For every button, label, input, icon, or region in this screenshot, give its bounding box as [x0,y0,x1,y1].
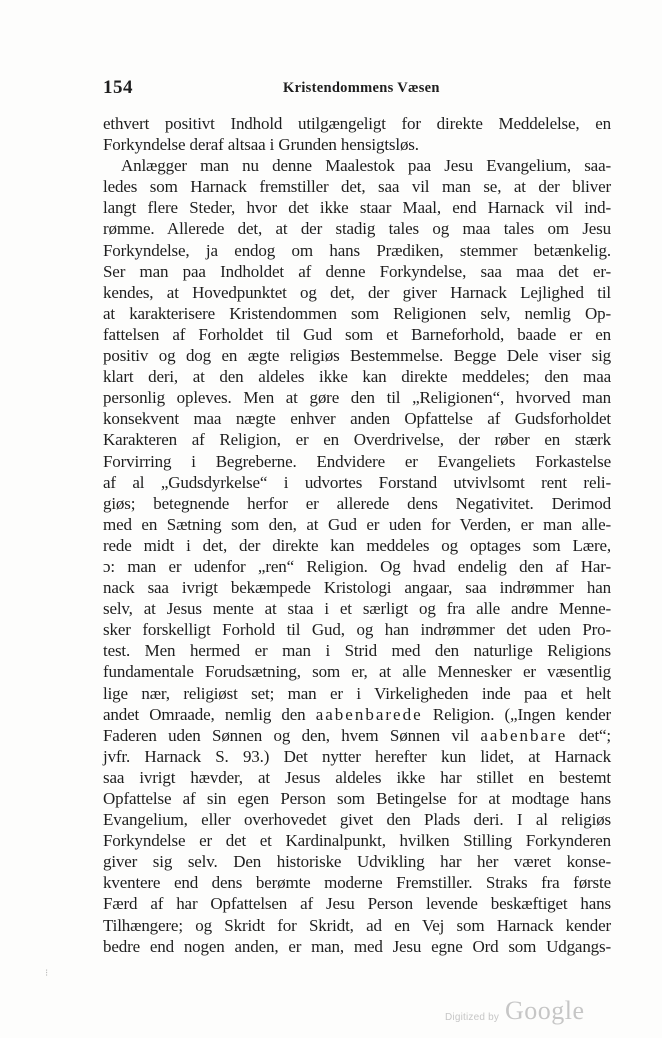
text-line: ɔ: man er udenfor „ren“ Religion. Og hvad endelig den af Har- [103,556,611,576]
text-line: Forkyndelse er det et Kardinalpunkt, hvilken Stilling Forkynderen [103,831,611,851]
page-number: 154 [103,77,133,98]
text-line: ledes som Harnack fremstiller det, saa vil man se, at der bliver [103,177,611,197]
text-line: fattelsen af Forholdet til Gud som et Barneforhold, baade er en [103,324,611,344]
text-line: Anlægger man nu denne Maalestok paa Jesu Evangelium, saa- [121,156,611,176]
text-line: lige nær, religiøst set; man er i Virkeligheden inde paa et helt [103,683,611,703]
text-line: langt flere Steder, hvor det ikke staar Maal, end Harnack vil ind- [103,198,611,218]
text-line: Evangelium, eller overhovedet givet den Plads deri. I al religiøs [103,810,611,830]
text-line: Ser man paa Indholdet af denne Forkyndelse, saa maa det er- [103,261,611,281]
text-line: at karakterisere Kristendommen som Religionen selv, nemlig Op- [103,303,611,323]
page-header [103,77,611,101]
text-line: Forvirring i Begreberne. Endvidere er Evangeliets Forkastelse [103,451,611,471]
text-line [103,725,611,746]
text-line: saa ivrigt hævder, at Jesus aldeles ikke har stillet en bestemt [103,767,611,787]
text-line: ethvert positivt Indhold utilgængeligt for direkte Meddelelse, en [103,114,611,133]
text-span: Religion. („Ingen kender [422,704,611,724]
text-line: rømme. Allerede det, at der stadig tales og maa tales om Jesu [103,219,611,239]
text-line: personlig opleves. Men at gøre den til „Religionen“, hvorved man [103,388,611,408]
text-line: Forkyndelse deraf altsaa i Grunden hensigtsløs. [103,135,419,155]
text-line: klart deri, at den aldeles ikke kan direkte meddeles; den maa [103,367,611,387]
text-line: Forkyndelse, ja endog om hans Prædiken, stemmer betænkelig. [103,240,611,260]
text-line: positiv og dog en ægte religiøs Bestemmelse. Begge Dele viser sig [103,346,611,366]
text-line: kventere end dens berømte moderne Fremstiller. Straks fra første [103,873,611,893]
text-line: nack saa ivrigt bekæmpede Kristologi angaar, saa indrømmer han [103,578,611,598]
text-line: selv, at Jesus mente at staa i et særligt og fra alle andre Menne- [103,599,611,619]
text-line: rede midt i det, der direkte kan meddeles og optages som Lære, [103,535,611,555]
margin-mark: ⁝ [45,968,49,979]
text-line: Tilhængere; og Skridt for Skridt, ad en Vej som Harnack kender [103,915,611,935]
text-span: Faderen uden Sønnen og den, hvem Sønnen vil [103,725,481,745]
text-span: andet Omraade, nemlig den [103,704,316,724]
text-line: Opfattelse af sin egen Person som Betingelse for at modtage hans [103,789,611,808]
text-line: af al „Gudsdyrkelse“ i udvortes Forstand utvivlsomt rent reli- [103,472,611,492]
text-line: giøs; betegnende herfor er allerede dens Negativitet. Derimod [103,493,611,513]
text-line: konsekvent maa nægte enhver anden Opfattelse af Gudsforholdet [103,409,611,429]
digitized-watermark [445,996,595,1030]
text-line: fundamentale Forudsætning, som er, at alle Mennesker er væsentlig [103,662,611,682]
text-line: med en Sætning som den, at Gud er uden for Verden, er man alle- [103,514,611,534]
spaced-emphasis: aabenbare [480,725,568,745]
text-line: bedre end nogen anden, er man, med Jesu egne Ord som Udgangs- [103,936,611,956]
digitized-label: Digitized by [445,1012,500,1023]
spaced-emphasis: aabenbarede [315,704,423,724]
text-line: Karakteren af Religion, er en Overdrivelse, der røber en stærk [103,430,611,450]
text-line [103,704,611,725]
text-line: giver sig selv. Den historiske Udvikling har her været konse- [103,852,611,872]
text-line: Færd af har Opfattelsen af Jesu Person levende beskæftiget hans [103,894,611,914]
text-line: kendes, at Hovedpunktet og det, der giver Harnack Lejlighed til [103,282,611,302]
body-text [103,113,611,957]
text-line: jvfr. Harnack S. 93.) Det nytter herefter kun lidet, at Harnack [103,746,611,766]
google-logo: Google [505,996,585,1025]
text-span: det“; [567,725,611,745]
text-line: sker forskelligt Forhold til Gud, og han indrømmer det uden Pro- [103,620,611,640]
running-title: Kristendommens Væsen [283,80,440,96]
text-line: test. Men hermed er man i Strid med den naturlige Religions [103,641,611,661]
